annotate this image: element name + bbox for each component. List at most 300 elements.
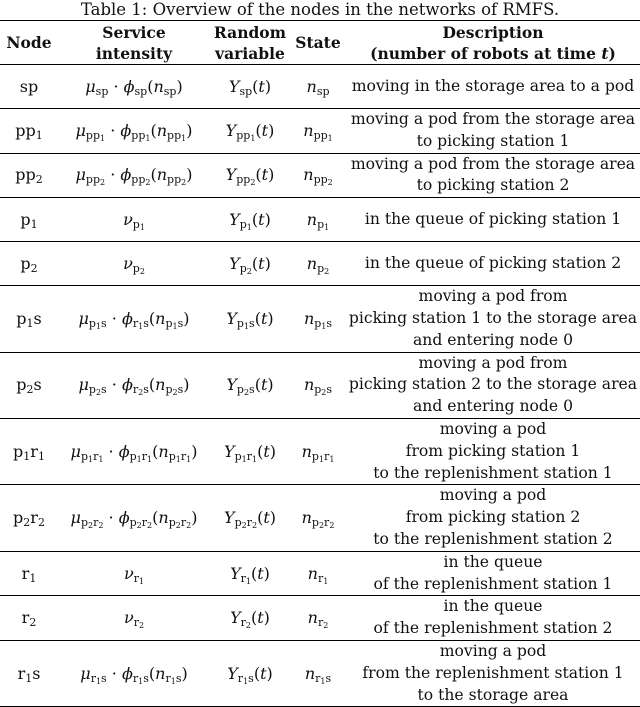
math-symbol (153, 77, 176, 96)
subscript: p1 (239, 217, 252, 232)
description-line: in the queue (443, 597, 543, 616)
subscript-index: 1 (138, 321, 144, 331)
cell-node: $r_1$ (21, 563, 37, 585)
cell-random-variable: $Y_{p2r2}(t)$ (224, 508, 276, 531)
subscript-index: 1 (138, 576, 145, 586)
table-row (0, 109, 640, 154)
description-line: to picking station 1 (416, 131, 570, 150)
subscript-index: 1 (181, 133, 187, 143)
subscript: p2s (88, 383, 107, 398)
description-line: and entering node 0 (413, 330, 573, 349)
subscript: pp2 (131, 173, 151, 188)
symbol-base: ϕ (118, 441, 130, 461)
math-symbol (155, 663, 182, 686)
math-symbol (156, 120, 187, 143)
time-variable: t (258, 76, 265, 96)
subscript: p1r1 (80, 449, 104, 464)
node-subscript: 2 (26, 383, 34, 397)
description-line: of the replenishment station 2 (373, 619, 613, 638)
time-variable: t (258, 209, 265, 229)
symbol-base: n (306, 209, 318, 229)
symbol-base: n (158, 508, 169, 528)
cell-service-intensity: $\mu_{p2s} \cdot \phi_{r2s}(n_{p2s})$ (78, 375, 190, 398)
description-line: moving a pod (439, 641, 547, 660)
subscript-index: 1 (136, 454, 142, 464)
subscript-index: 1 (172, 321, 178, 331)
description-line: of the replenishment station 1 (373, 574, 613, 593)
symbol-base: n (156, 120, 168, 140)
symbol-base: ν (123, 253, 133, 273)
node-subscript: 1 (37, 449, 45, 463)
symbol-base: Y (225, 165, 237, 185)
cell-state (290, 596, 346, 641)
math-symbol (80, 663, 107, 686)
cell-node: sp (19, 76, 39, 96)
symbol-base: n (306, 253, 318, 273)
math-symbol (307, 563, 329, 586)
symbol-base: μ (78, 375, 89, 395)
cell-node: $r_2$ (21, 608, 37, 630)
cell-service-intensity (58, 242, 210, 286)
node-subscript: 2 (23, 516, 31, 530)
subscript: r1s (315, 671, 332, 686)
cell-state (290, 640, 346, 706)
cell-node: $p_1s$ (16, 308, 42, 330)
subscript-index: 2 (88, 521, 94, 531)
math-symbol (121, 375, 149, 398)
subscript-index: 1 (241, 454, 247, 464)
description-line: and entering node 0 (413, 397, 573, 416)
subscript-index: 2 (321, 388, 327, 398)
cell-service-intensity: $\mu_{p1s} \cdot \phi_{r1s}(n_{p1s})$ (78, 308, 190, 331)
cell-state (290, 418, 346, 484)
subscript: r2 (240, 616, 251, 631)
symbol-base: Y (229, 209, 240, 229)
cell-node: $p_2r_2$ (13, 508, 45, 530)
subscript-index: 1 (324, 222, 330, 232)
subscript: r1s (165, 671, 182, 686)
description-line: in the queue of picking station 1 (364, 209, 622, 228)
subscript: p2s (236, 383, 255, 398)
subscript: p2 (317, 261, 330, 276)
node-subscript: 1 (23, 449, 31, 463)
cell-service-intensity: $\mu_{pp1} \cdot \phi_{pp1}(n_{pp1})$ (75, 120, 193, 143)
math-symbol (306, 209, 330, 232)
subscript-index: 2 (136, 521, 142, 531)
math-symbol (75, 165, 106, 188)
math-symbol (124, 77, 148, 96)
cell-state (290, 352, 346, 418)
table-row (0, 286, 640, 352)
subscript-index: 2 (329, 521, 335, 531)
table-row (0, 551, 640, 596)
math-symbol (70, 441, 104, 464)
subscript-index: 1 (147, 454, 153, 464)
subscript-index: 1 (318, 454, 325, 464)
subscript: r2 (317, 616, 329, 631)
symbol-base: n (155, 308, 166, 328)
subscript: p1r1 (234, 449, 258, 464)
cell-random-variable: $Y_{p2}(t)$ (229, 253, 271, 276)
subscript: pp1 (131, 128, 151, 143)
subscript-index: 2 (250, 178, 256, 188)
description-line: from picking station 1 (405, 441, 581, 460)
time-variable: t (263, 508, 270, 528)
subscript-index: 2 (327, 178, 333, 188)
nodes-table (0, 20, 640, 707)
math-symbol (123, 209, 145, 232)
header-node: Node (6, 33, 52, 52)
table-row (0, 418, 640, 484)
symbol-base: ϕ (123, 76, 135, 96)
math-symbol (306, 253, 330, 276)
subscript-index: 2 (241, 521, 247, 531)
node-subscript: 1 (30, 217, 38, 231)
time-variable: t (260, 375, 268, 395)
subscript: r1s (237, 671, 254, 686)
symbol-base: n (155, 663, 166, 683)
cell-state (290, 485, 346, 551)
symbol-base: n (158, 441, 169, 461)
table-caption: Table 1: Overview of the nodes in the networks of RMFS. (80, 0, 560, 19)
math-symbol (118, 441, 153, 464)
subscript: p2s (165, 383, 184, 398)
subscript: sp (239, 84, 253, 98)
subscript: p1 (132, 217, 145, 232)
symbol-base: ϕ (121, 663, 133, 683)
subscript: r1 (133, 571, 145, 586)
subscript: sp (163, 84, 177, 98)
math-symbol (303, 375, 333, 398)
subscript: p2 (239, 261, 252, 276)
cell-random-variable: $Y_{pp1}(t)$ (225, 120, 275, 143)
subscript: sp (134, 84, 148, 98)
cell-node: $pp_2$ (15, 165, 43, 187)
subscript: p2r2 (80, 516, 104, 531)
symbol-base: ϕ (121, 375, 133, 395)
subscript: p1s (165, 316, 184, 331)
symbol-base: μ (75, 165, 86, 185)
subscript: p2r2 (311, 516, 335, 531)
time-variable: t (261, 120, 269, 140)
subscript: sp (95, 84, 109, 98)
description-line: moving a pod from (418, 353, 568, 372)
cell-service-intensity: $\mu_{p1r1} \cdot \phi_{p1r1}(n_{p1r1})$ (70, 441, 198, 464)
subscript: p1s (314, 316, 333, 331)
subscript: r1s (132, 316, 149, 331)
node-subscript: 1 (35, 128, 43, 142)
subscript-index: 1 (100, 133, 106, 143)
subscript: r2s (132, 383, 149, 398)
table-row (0, 153, 640, 198)
cell-node: $p_2s$ (16, 375, 42, 397)
subscript: p1s (88, 316, 107, 331)
symbol-base: μ (70, 508, 81, 528)
subscript: pp1 (85, 128, 106, 143)
subscript-index: 2 (175, 521, 181, 531)
cell-node: $p_1r_1$ (13, 441, 45, 463)
cell-random-variable: $Y_{r2}(t)$ (230, 608, 270, 631)
subscript: r1s (90, 671, 107, 686)
subscript-index: 1 (321, 321, 327, 331)
math-symbol (158, 441, 192, 464)
subscript-index: 2 (138, 621, 145, 631)
subscript-index: 1 (175, 454, 181, 464)
math-symbol (224, 508, 258, 531)
math-symbol (301, 441, 335, 464)
subscript-index: 2 (324, 266, 330, 276)
node-subscript: 1 (25, 671, 33, 685)
subscript: p2s (314, 383, 333, 398)
subscript: sp (316, 84, 330, 98)
subscript: p1r1 (129, 449, 153, 464)
table-row (0, 596, 640, 641)
cell-description (346, 596, 640, 641)
cell-node: $p_2$ (20, 253, 38, 275)
subscript: r1 (240, 571, 251, 586)
symbol-base: n (303, 375, 315, 395)
subscript-index: 2 (98, 521, 104, 531)
cell-node: $r_1s$ (17, 663, 41, 685)
description-line: moving a pod (439, 419, 547, 438)
subscript-index: 1 (327, 133, 333, 143)
cell-node: $p_1$ (20, 209, 38, 231)
cell-description (346, 640, 640, 706)
symbol-base: n (307, 563, 318, 583)
subscript-index: 1 (246, 222, 252, 232)
symbol-base: μ (85, 76, 96, 96)
node-subscript: 2 (30, 261, 38, 275)
subscript: r1s (132, 671, 149, 686)
symbol-base: Y (224, 508, 235, 528)
symbol-base: ν (123, 209, 133, 229)
subscript-index: 1 (170, 676, 176, 686)
header-description: Description (number of robots at time t) (370, 22, 616, 63)
subscript-index: 2 (323, 621, 329, 631)
subscript: p2r2 (234, 516, 258, 531)
math-symbol (78, 375, 107, 398)
header-row (0, 21, 640, 65)
symbol-base: n (153, 76, 164, 96)
subscript-index: 2 (95, 388, 102, 398)
subscript: p1 (317, 217, 330, 232)
time-variable: t (257, 608, 264, 628)
description-line: from picking station 2 (405, 508, 581, 527)
subscript-index: 1 (243, 676, 249, 686)
header-state: State (295, 33, 341, 52)
time-variable: t (257, 563, 264, 583)
subscript: r1 (317, 571, 329, 586)
cell-random-variable: $Y_{pp2}(t)$ (225, 165, 275, 188)
subscript-index: 1 (145, 133, 151, 143)
symbol-base: n (303, 308, 315, 328)
math-symbol (224, 441, 258, 464)
node-subscript: 1 (26, 316, 34, 330)
subscript: p1s (236, 316, 255, 331)
symbol-base: Y (228, 76, 240, 96)
cell-state (290, 198, 346, 242)
cell-service-intensity (58, 596, 210, 641)
math-symbol (123, 563, 145, 586)
cell-description (346, 551, 640, 596)
symbol-base: μ (80, 663, 91, 683)
cell-description (346, 352, 640, 418)
math-symbol (307, 608, 329, 631)
math-symbol (118, 508, 153, 531)
symbol-base: n (303, 120, 314, 140)
header-service-intensity: Service intensity (95, 22, 173, 63)
cell-state (290, 551, 346, 596)
math-symbol (78, 308, 107, 331)
symbol-base: μ (70, 441, 81, 461)
cell-service-intensity: $\mu_{r1s} \cdot \phi_{r1s}(n_{r1s})$ (80, 663, 188, 686)
math-symbol (120, 120, 151, 143)
math-symbol (120, 165, 151, 188)
subscript-index: 1 (323, 576, 329, 586)
subscript-index: 2 (145, 178, 151, 188)
cell-random-variable: $Y_{sp}(t)$ (228, 76, 272, 98)
time-variable: t (260, 663, 267, 683)
time-variable: t (260, 308, 268, 328)
cell-service-intensity: $\mu_{p2r2} \cdot \phi_{p2r2}(n_{p2r2})$ (70, 508, 198, 531)
math-symbol (303, 308, 333, 331)
subscript-index: 1 (245, 576, 251, 586)
symbol-base: Y (224, 441, 235, 461)
cell-node: $pp_1$ (15, 120, 43, 142)
table-row (0, 640, 640, 706)
time-variable: t (258, 253, 265, 273)
cell-random-variable: $Y_{p1r1}(t)$ (224, 441, 276, 464)
cell-service-intensity (58, 198, 210, 242)
symbol-base: ν (123, 608, 134, 628)
description-line: picking station 2 to the storage area (348, 375, 638, 394)
description-line: to the storage area (417, 685, 569, 704)
node-subscript: 2 (29, 616, 37, 630)
symbol-base: Y (226, 375, 237, 395)
math-symbol (155, 375, 184, 398)
cell-service-intensity: $\mu_{sp} \cdot \phi_{sp}(n_{sp})$ (85, 76, 183, 98)
subscript-index: 1 (98, 454, 104, 464)
description-line: in the queue of picking station 2 (364, 253, 622, 272)
description-line: from the replenishment station 1 (362, 663, 624, 682)
cell-random-variable: $Y_{r1}(t)$ (230, 563, 270, 586)
math-symbol (156, 165, 187, 188)
node-subscript: 2 (37, 516, 45, 530)
subscript-index: 1 (186, 454, 192, 464)
cell-random-variable: $Y_{r1s}(t)$ (227, 663, 273, 686)
subscript: pp2 (236, 173, 256, 188)
subscript-index: 1 (95, 676, 102, 686)
cell-random-variable: $Y_{p2s}(t)$ (226, 375, 274, 398)
symbol-base: n (303, 165, 314, 185)
symbol-base: n (155, 375, 166, 395)
description-line: moving a pod from (418, 287, 568, 306)
subscript: p2 (132, 261, 145, 276)
subscript: r2 (133, 616, 145, 631)
math-symbol (123, 253, 145, 276)
symbol-base: ϕ (120, 165, 132, 185)
symbol-base: ϕ (118, 508, 130, 528)
cell-description (346, 198, 640, 242)
subscript-index: 2 (100, 178, 106, 188)
subscript: p1r1 (168, 449, 192, 464)
symbol-base: Y (230, 608, 241, 628)
subscript-index: 1 (251, 454, 258, 464)
subscript-index: 2 (139, 266, 145, 276)
math-symbol (229, 77, 252, 96)
cell-state (290, 65, 346, 109)
symbol-base: μ (78, 308, 89, 328)
cell-description (346, 286, 640, 352)
description-line: to the replenishment station 1 (373, 463, 613, 482)
cell-state (290, 286, 346, 352)
math-symbol (301, 508, 335, 531)
time-variable: t (263, 441, 270, 461)
subscript-index: 1 (88, 454, 94, 464)
subscript-index: 1 (243, 321, 250, 331)
symbol-base: μ (75, 120, 86, 140)
cell-description (346, 485, 640, 551)
subscript-index: 1 (138, 676, 144, 686)
cell-state (290, 109, 346, 154)
description-line: in the queue (443, 552, 543, 571)
subscript: p2r2 (168, 516, 192, 531)
subscript: p2r2 (129, 516, 153, 531)
cell-description (346, 418, 640, 484)
cell-description (346, 242, 640, 286)
subscript: pp1 (313, 128, 333, 143)
description-line: picking station 1 to the storage area (348, 308, 638, 327)
symbol-base: Y (230, 563, 241, 583)
description-line: moving a pod from the storage area (350, 110, 636, 128)
subscript-index: 2 (243, 388, 250, 398)
cell-state (290, 153, 346, 198)
subscript-index: 1 (250, 133, 256, 143)
subscript: pp2 (167, 173, 187, 188)
subscript: pp2 (313, 173, 333, 188)
description-line: moving in the storage area to a pod (351, 76, 635, 95)
cell-service-intensity: $\mu_{pp2} \cdot \phi_{pp2}(n_{pp2})$ (75, 165, 193, 188)
subscript-index: 2 (172, 388, 178, 398)
subscript-index: 2 (318, 521, 325, 531)
description-line: to picking station 2 (416, 176, 570, 195)
symbol-base: n (306, 76, 317, 96)
math-symbol (70, 508, 104, 531)
cell-random-variable: $Y_{p1s}(t)$ (226, 308, 274, 331)
subscript: p1r1 (311, 449, 335, 464)
math-symbol (121, 308, 149, 331)
subscript-index: 2 (186, 521, 192, 531)
math-symbol (158, 508, 192, 531)
cell-random-variable: $Y_{p1}(t)$ (229, 209, 271, 232)
table-row (0, 65, 640, 109)
math-symbol (121, 663, 149, 686)
symbol-base: n (301, 508, 312, 528)
math-symbol (123, 608, 145, 631)
description-line: moving a pod (439, 486, 547, 505)
cell-description (346, 109, 640, 154)
math-symbol (303, 120, 333, 143)
node-subscript: 2 (35, 173, 43, 187)
subscript-index: 1 (329, 454, 335, 464)
math-symbol (307, 77, 330, 96)
symbol-base: n (304, 663, 316, 683)
math-symbol (75, 120, 106, 143)
symbol-base: n (307, 608, 318, 628)
symbol-base: Y (225, 120, 237, 140)
description-line: to the replenishment station 2 (373, 529, 613, 548)
symbol-base: ν (123, 563, 134, 583)
